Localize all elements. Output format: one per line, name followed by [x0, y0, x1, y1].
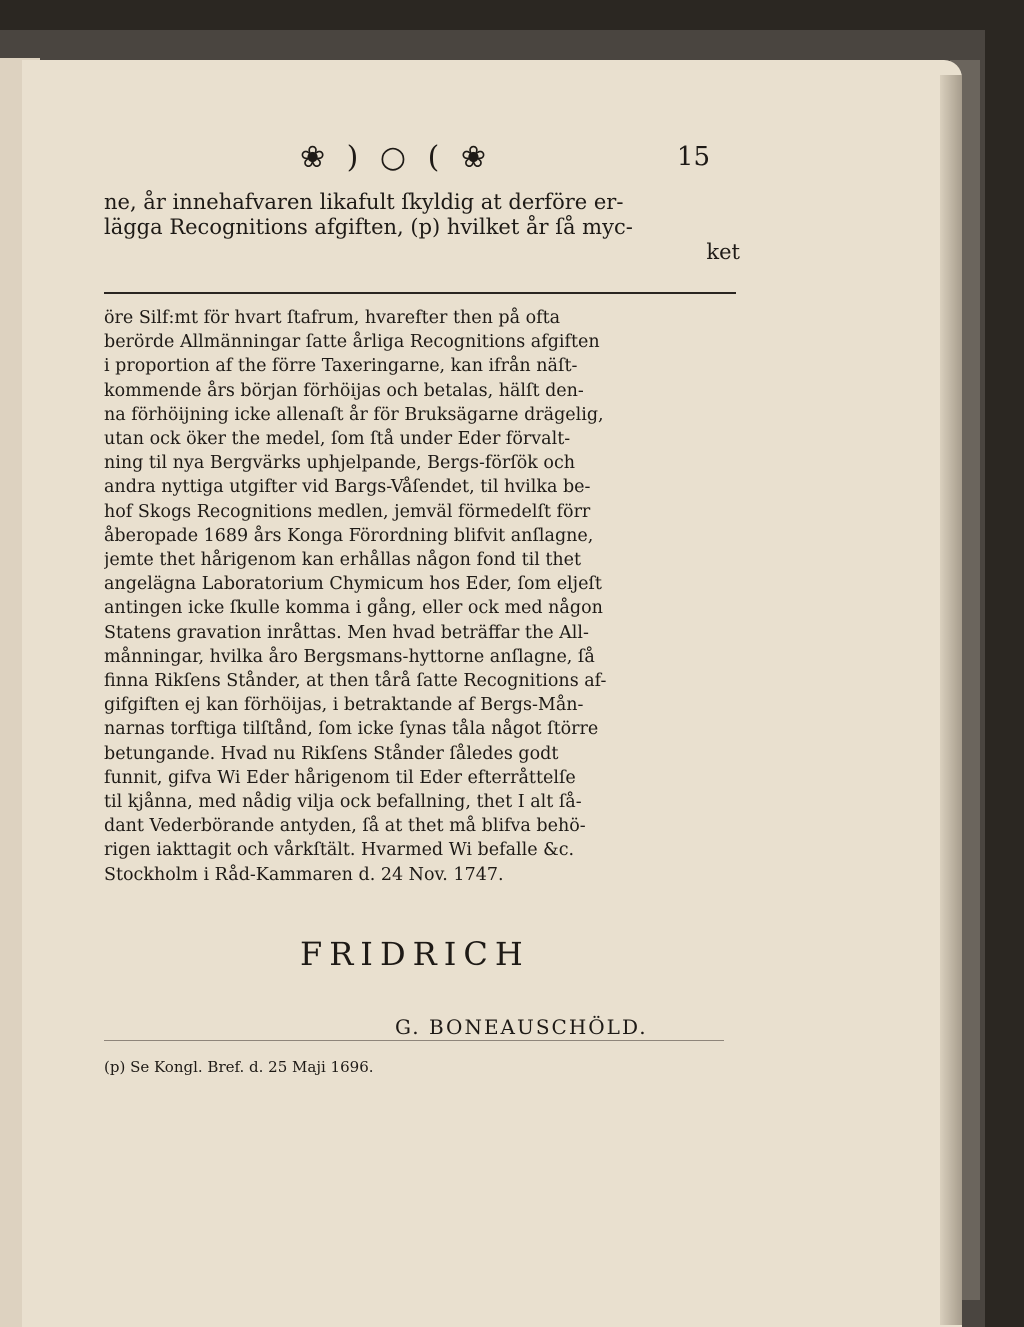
text-line: antingen icke ſkulle komma i gång, eller ock med någon: [104, 598, 603, 619]
signature: FRIDRICH: [300, 935, 530, 973]
text-line: funnit, gifva Wi Eder hårigenom til Eder efterråttelſe: [104, 767, 576, 788]
text-line: åberopade 1689 års Konga Förordning blifvit anſlagne,: [104, 525, 594, 546]
text-line: kommende års början förhöijas och betalas, hälſt den-: [104, 380, 584, 401]
text-line: til kjånna, med nådig vilja ock befallning, thet I alt ſå-: [104, 792, 582, 813]
text-line: finna Rikſens Stånder, at then tårå ſatte Recognitions af-: [104, 671, 607, 692]
text-line: hof Skogs Recognitions medlen, jemväl förmedelſt förr: [104, 501, 591, 522]
text-line: Statens gravation inråttas. Men hvad beträffar the All-: [104, 622, 589, 643]
footnote: (p) Se Kongl. Bref. d. 25 Maji 1696.: [104, 1058, 374, 1076]
text-line: rigen iakttagit och vårkſtält. Hvarmed Wi befalle &c.: [104, 840, 575, 861]
text-line: gifgiften ej kan förhöijas, i betraktande af Bergs-Mån-: [104, 695, 584, 716]
header-ornament: ❀ ) ○ ( ❀: [300, 140, 493, 175]
text-line: angelägna Laboratorium Chymicum hos Eder, ſom eljeſt: [104, 574, 602, 595]
text-line: i proportion af the förre Taxeringarne, kan ifrån näſt-: [104, 356, 578, 377]
countersignature: G. BONEAUSCHÖLD.: [395, 1015, 648, 1039]
text-line: öre Silf:mt för hvart ſtafrum, hvarefter then på ofta: [104, 308, 561, 328]
text-line: jemte thet hårigenom kan erhållas någon fond til thet: [104, 550, 582, 571]
text-line: berörde Allmänningar ſatte årliga Recognitions afgiften: [104, 332, 600, 353]
text-line: dant Vederbörande antyden, ſå at thet må blifva behö-: [104, 816, 586, 837]
catchword: ket: [706, 240, 740, 264]
text-line: betungande. Hvad nu Rikſens Stånder ſåledes godt: [104, 743, 559, 764]
text-line: ning til nya Bergvärks uphjelpande, Bergs-förſök och: [104, 453, 576, 474]
section-rule: [104, 292, 736, 294]
text-line: andra nyttiga utgifter vid Bargs-Våſendet, til hvilka be-: [104, 477, 591, 498]
text-line: ne, år innehafvaren likafult ſkyldig at derföre er-: [104, 190, 624, 214]
text-line: lägga Recognitions afgiften, (p) hvilket år ſå myc-: [104, 215, 633, 239]
text-line: Stockholm i Råd-Kammaren d. 24 Nov. 1747.: [104, 864, 504, 885]
text-line: månningar, hvilka åro Bergsmans-hyttorne anſlagne, ſå: [104, 646, 595, 667]
text-line: utan ock öker the medel, ſom ſtå under Eder förvalt-: [104, 429, 571, 450]
page-number: 15: [676, 142, 710, 172]
text-line: narnas torftiga tilſtånd, ſom icke ſynas tåla något ſtörre: [104, 719, 599, 740]
signature-rule: [104, 1040, 724, 1041]
page-fold-shadow: [940, 75, 962, 1325]
text-line: na förhöijning icke allenaſt år för Bruksägarne drägelig,: [104, 404, 604, 425]
running-header: [300, 140, 740, 184]
body-paragraph: [104, 306, 740, 887]
upper-paragraph: [104, 190, 740, 265]
